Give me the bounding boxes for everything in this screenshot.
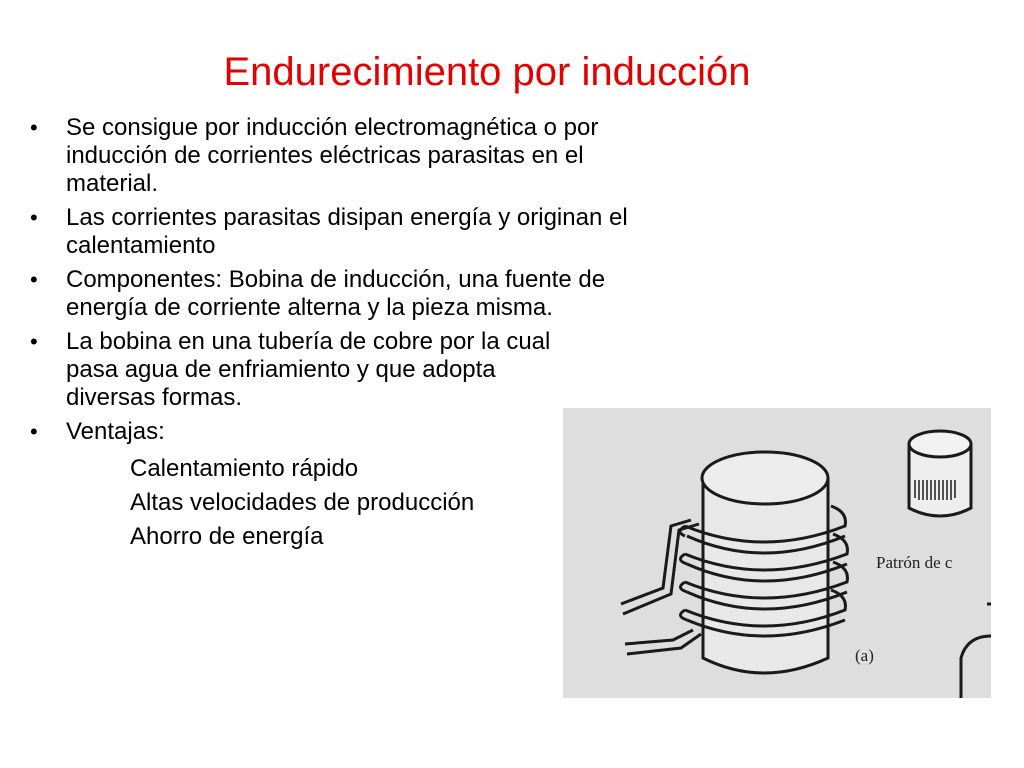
induction-coil-drawing [563, 408, 991, 698]
pattern-part [909, 431, 971, 516]
bullet-marker: • [30, 419, 38, 444]
bullet-text: La bobina en una tubería de cobre por la cual pasa agua de enfriamiento y que adopta diversas formas. [66, 328, 551, 411]
bullet-text: Se consigue por inducción electromagnética o por inducción de corrientes eléctricas parasitas en el material. [66, 114, 599, 197]
bullet-text: Ventajas: [66, 418, 165, 445]
bullet-item [30, 114, 650, 198]
bullet-list [30, 114, 650, 560]
bullet-item [30, 204, 650, 260]
sub-item: Calentamiento rápido [130, 455, 359, 482]
bullet-marker: • [30, 329, 38, 354]
coil-leads [621, 520, 701, 654]
workpiece-cylinder [702, 452, 828, 673]
induction-coil-figure [563, 408, 991, 698]
bullet-item [30, 328, 586, 412]
partial-part [961, 604, 991, 698]
bullet-text: Las corrientes parasitas disipan energía y originan el calentamiento [66, 204, 628, 259]
sub-item: Altas velocidades de producción [130, 489, 475, 516]
sub-item: Ahorro de energía [130, 523, 324, 550]
bullet-item [30, 266, 650, 322]
bullet-marker: • [30, 115, 38, 140]
bullet-marker: • [30, 205, 38, 230]
pattern-caption: Patrón de c [876, 553, 953, 572]
bullet-marker: • [30, 267, 38, 292]
panel-label: (a) [855, 646, 874, 665]
bullet-item [30, 418, 650, 554]
bullet-text: Componentes: Bobina de inducción, una fuente de energía de corriente alterna y la pieza misma. [66, 266, 606, 321]
slide-title: Endurecimiento por inducción [223, 50, 751, 94]
